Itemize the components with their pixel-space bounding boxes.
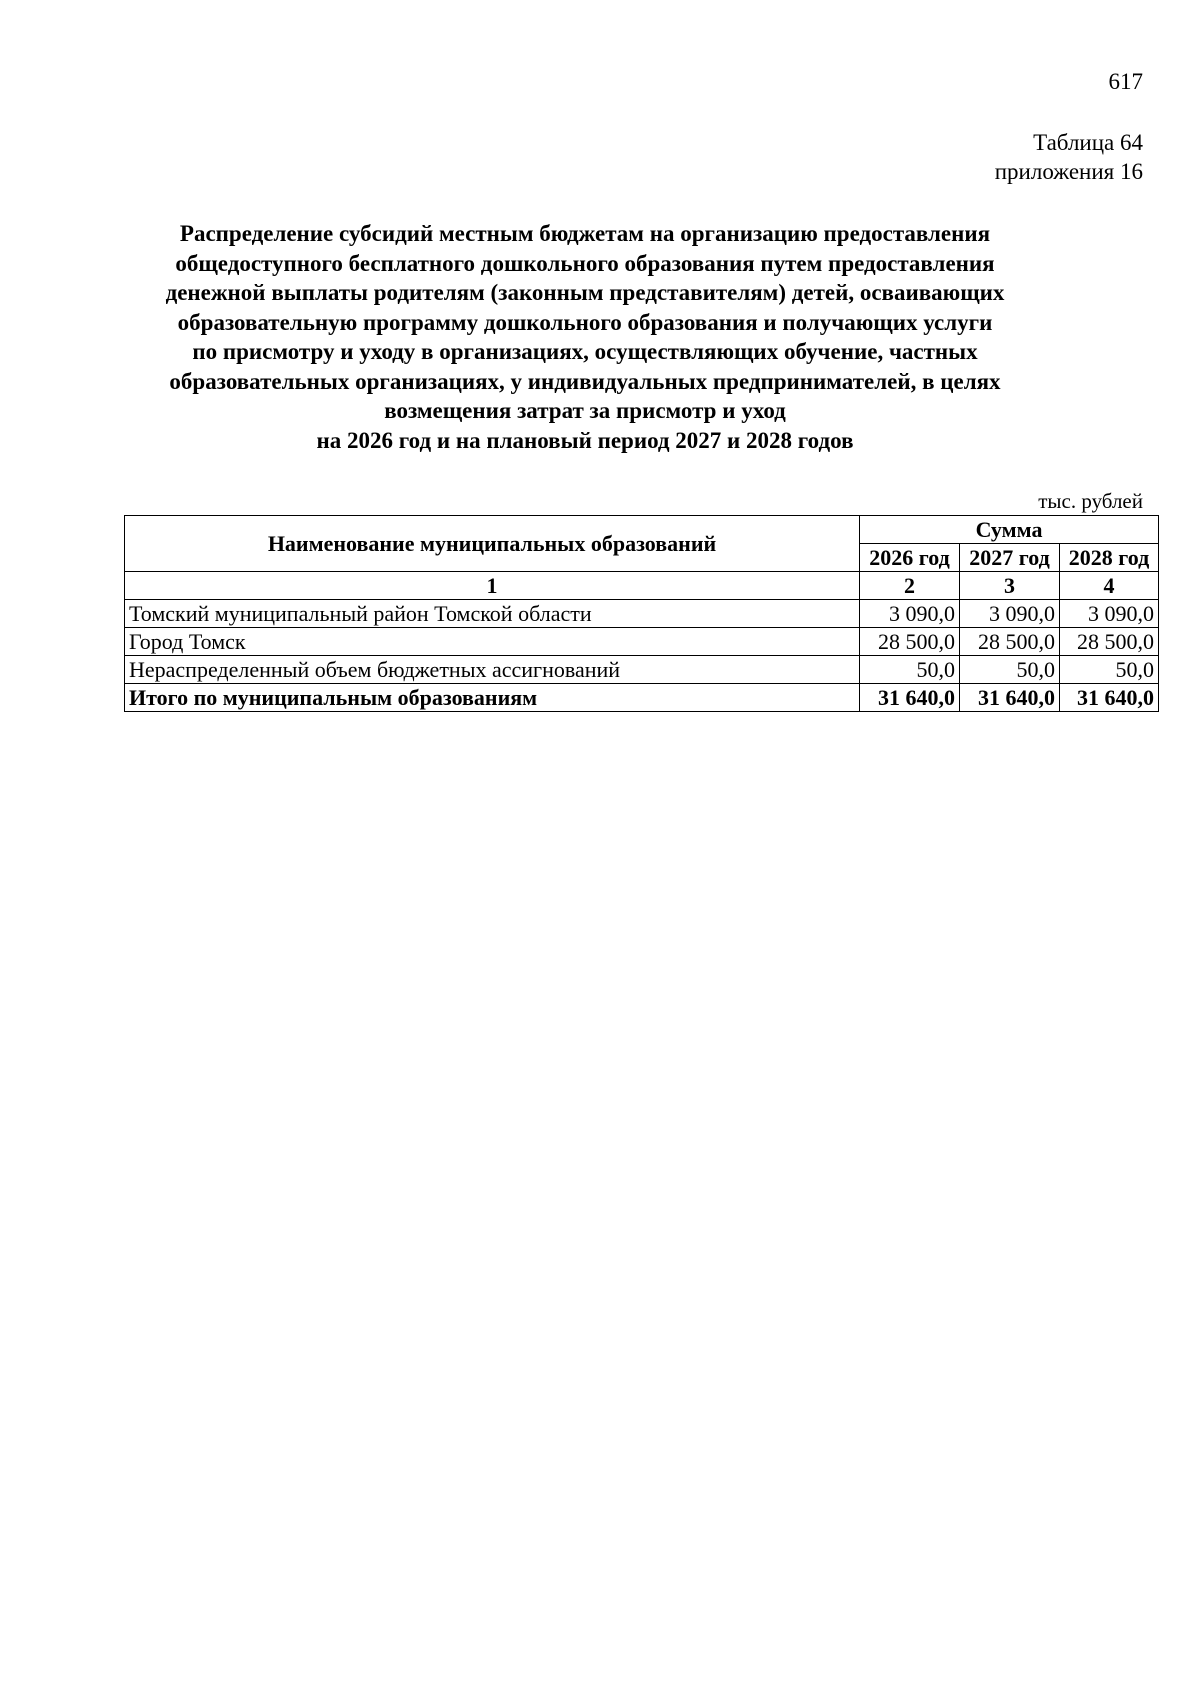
table-reference-line-2: приложения 16 xyxy=(994,159,1143,184)
title-line: общедоступного бесплатного дошкольного образования путем предоставления xyxy=(175,250,995,276)
row-name: Томский муниципальный район Томской области xyxy=(125,600,860,628)
row-value: 28 500,0 xyxy=(1060,628,1159,656)
row-name: Нераспределенный объем бюджетных ассигнований xyxy=(125,656,860,684)
header-name: Наименование муниципальных образований xyxy=(125,516,860,572)
table-reference-line-1: Таблица 64 xyxy=(1033,130,1143,155)
row-value: 3 090,0 xyxy=(960,600,1060,628)
title-line: на 2026 год и на плановый период 2027 и 2028 годов xyxy=(316,427,854,453)
row-value: 3 090,0 xyxy=(860,600,960,628)
header-year: 2027 год xyxy=(960,544,1060,572)
row-value: 28 500,0 xyxy=(860,628,960,656)
row-value: 50,0 xyxy=(1060,656,1159,684)
subsidy-table xyxy=(124,515,1159,712)
total-value: 31 640,0 xyxy=(1060,684,1159,712)
column-number: 4 xyxy=(1060,572,1159,600)
title-line: образовательную программу дошкольного образования и получающих услуги xyxy=(177,309,993,335)
total-value: 31 640,0 xyxy=(860,684,960,712)
title-line: возмещения затрат за присмотр и уход xyxy=(384,398,786,423)
column-number: 2 xyxy=(860,572,960,600)
row-value: 50,0 xyxy=(960,656,1060,684)
row-value: 3 090,0 xyxy=(1060,600,1159,628)
header-sum: Сумма xyxy=(860,516,1159,544)
table-row xyxy=(125,600,1159,628)
column-number: 1 xyxy=(125,572,860,600)
row-value: 50,0 xyxy=(860,656,960,684)
header-year: 2028 год xyxy=(1060,544,1159,572)
title-line: образовательных организациях, у индивидуальных предпринимателей, в целях xyxy=(169,368,1001,394)
header-year: 2026 год xyxy=(860,544,960,572)
table-row xyxy=(125,656,1159,684)
document-title xyxy=(130,219,1040,455)
total-value: 31 640,0 xyxy=(960,684,1060,712)
page-number: 617 xyxy=(1108,69,1143,94)
table-total-row xyxy=(125,684,1159,712)
table-reference xyxy=(995,128,1143,186)
row-name: Город Томск xyxy=(125,628,860,656)
column-number: 3 xyxy=(960,572,1060,600)
table-header-row xyxy=(125,516,1159,544)
total-name: Итого по муниципальным образованиям xyxy=(125,684,860,712)
title-line: Распределение субсидий местным бюджетам на организацию предоставления xyxy=(179,221,991,246)
column-number-row xyxy=(125,572,1159,600)
row-value: 28 500,0 xyxy=(960,628,1060,656)
table-row xyxy=(125,628,1159,656)
units-label: тыс. рублей xyxy=(1038,489,1143,513)
title-line: денежной выплаты родителям (законным представителям) детей, осваивающих xyxy=(165,280,1005,305)
title-line: по присмотру и уходу в организациях, осуществляющих обучение, частных xyxy=(192,339,978,364)
